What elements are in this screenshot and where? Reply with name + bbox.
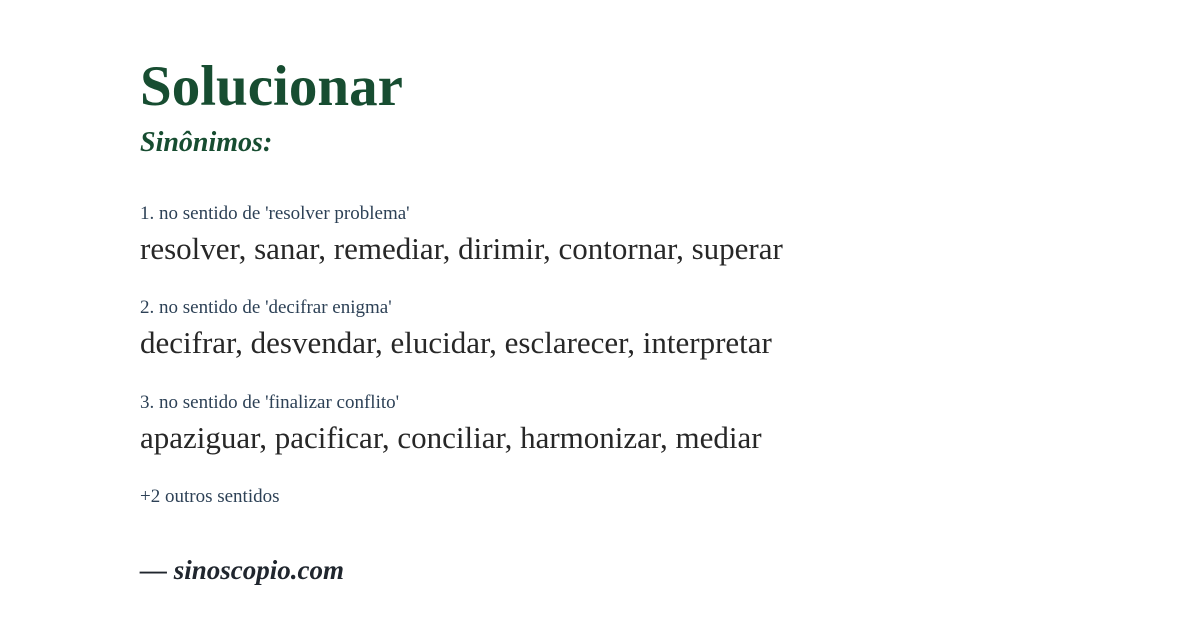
more-senses-note: +2 outros sentidos [140,486,280,508]
sense-synonyms: decifrar, desvendar, elucidar, esclarecer, interpretar [140,325,772,361]
sense-item-2 [140,297,1140,360]
sense-item-3 [140,392,1140,455]
sense-label: 2. no sentido de 'decifrar enigma' [140,297,392,319]
sense-label: 1. no sentido de 'resolver problema' [140,203,410,224]
sense-synonyms: resolver, sanar, remediar, dirimir, contornar, superar [140,230,783,266]
entry-word-title: Solucionar [140,55,403,118]
sense-item-1 [140,203,1140,266]
senses-list [140,203,1140,455]
synonyms-heading: Sinônimos: [140,127,273,158]
sense-label: 3. no sentido de 'finalizar conflito' [140,391,400,413]
sense-synonyms: apaziguar, pacificar, conciliar, harmonizar, mediar [140,419,762,455]
source-attribution: — sinoscopio.com [140,555,345,586]
